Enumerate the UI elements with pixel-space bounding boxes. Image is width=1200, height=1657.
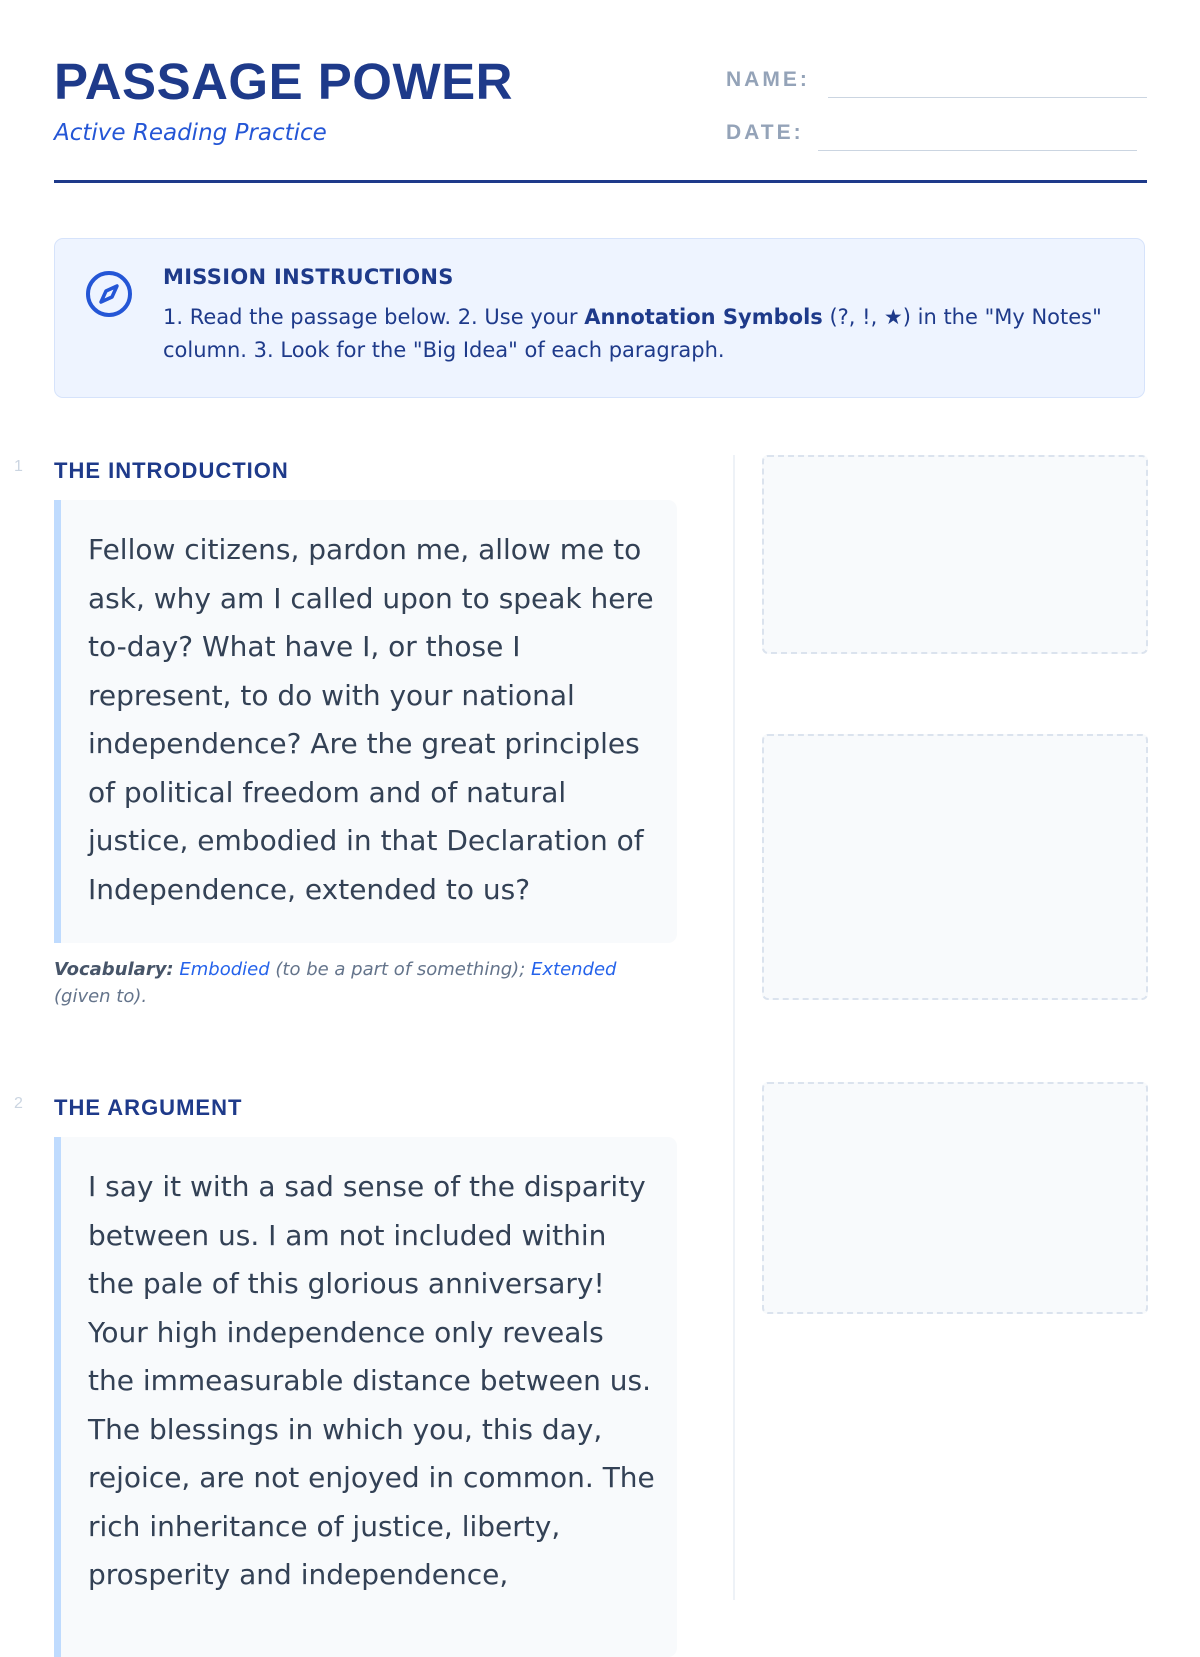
name-label: NAME:	[726, 68, 810, 91]
mission-instructions-box	[54, 238, 1145, 398]
instructions-bold-term: Annotation Symbols	[584, 305, 823, 329]
section-heading: THE ARGUMENT	[54, 1095, 243, 1120]
instructions-text-part: (?, !, ★) in the "My Notes" column. 3. Look for the "Big Idea" of each paragraph.	[163, 305, 1102, 362]
page-title: PASSAGE POWER	[54, 53, 513, 110]
vocabulary-definition: (to be a part of something);	[269, 959, 531, 980]
notes-box[interactable]	[762, 455, 1148, 654]
notes-box[interactable]	[762, 1082, 1148, 1314]
compass-icon	[84, 269, 134, 319]
page-subtitle: Active Reading Practice	[54, 120, 327, 146]
instructions-title: MISSION INSTRUCTIONS	[163, 265, 454, 289]
vocabulary-definition: (given to).	[54, 986, 148, 1007]
vocabulary-note	[54, 956, 654, 1010]
date-field[interactable]	[818, 150, 1137, 151]
instructions-text	[163, 301, 1123, 367]
passage-text: Fellow citizens, pardon me, allow me to ask, why am I called upon to speak here to-day? What have I, or those I represent, to do with your national independence? Are the great principles of political freedom and of natural justice, embodied in that Declaration of Independence, extended to us?	[54, 500, 677, 943]
passage-text: I say it with a sad sense of the disparity between us. I am not included within the pale of this glorious anniversary! Your high independence only reveals the immeasurable distance between us. The blessings in which you, this day, rejoice, are not enjoyed in common. The rich inheritance of justice, liberty, prosperity and independence,	[54, 1137, 677, 1657]
section-number: 1	[14, 458, 23, 475]
worksheet-page	[14, 0, 1147, 1600]
vocabulary-label: Vocabulary:	[54, 959, 174, 980]
header-divider	[54, 180, 1147, 183]
instructions-text-part: 1. Read the passage below. 2. Use your	[163, 305, 585, 329]
section-number: 2	[14, 1095, 23, 1112]
notes-column-divider	[733, 455, 735, 1600]
vocabulary-term: Embodied	[179, 959, 270, 980]
section-heading: THE INTRODUCTION	[54, 458, 289, 483]
date-label: DATE:	[726, 121, 804, 144]
name-field[interactable]	[828, 97, 1147, 98]
notes-box[interactable]	[762, 734, 1148, 1000]
vocabulary-term: Extended	[530, 959, 617, 980]
